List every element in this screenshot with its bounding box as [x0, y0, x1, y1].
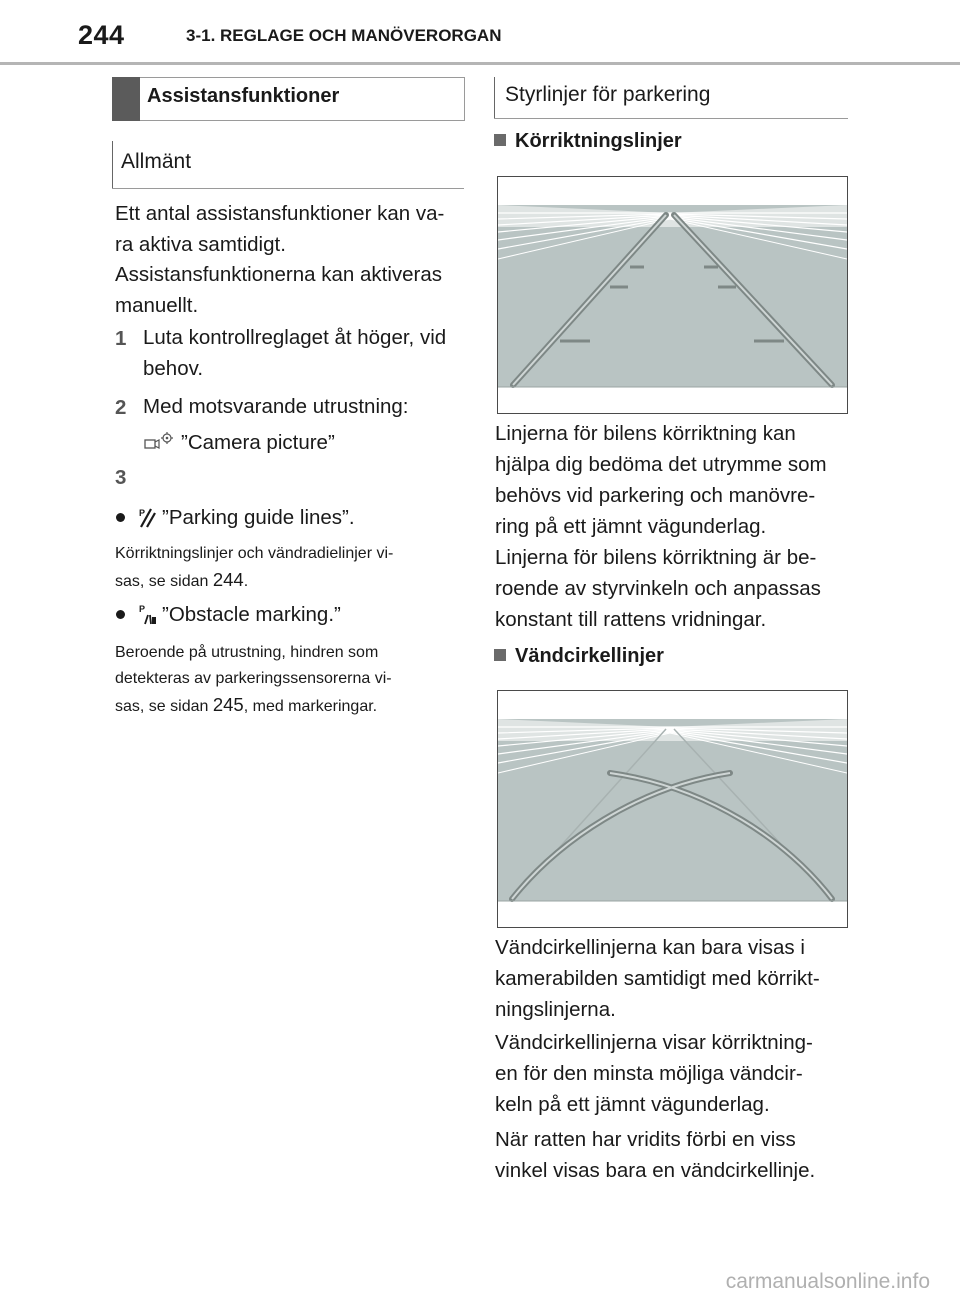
bullet [116, 513, 125, 522]
section-title-text: Styrlinjer för parkering [505, 83, 711, 106]
paragraph: Linjerna för bilens körriktning kan hjälpa dig bedöma det utrymme som behövs vid parkering och manövre- ring på ett jämnt vägunderlag. [495, 422, 827, 538]
paragraph: Vändcirkellinjerna visar körriktning- en för den minsta möjliga vändcir- keln på ett jämnt vägunderlag. [495, 1031, 813, 1116]
section-title-allmant [112, 141, 464, 189]
paragraph: Ett antal assistansfunktioner kan va- ra aktiva samtidigt. [115, 202, 445, 256]
step-number: 1 [115, 327, 127, 350]
square-bullet-icon [494, 134, 506, 146]
section-title-text: Allmänt [121, 150, 192, 173]
step-text: Med motsvarande utrustning: [143, 395, 409, 418]
subheading-korriktningslinjer: Körriktningslinjer [494, 130, 682, 153]
camera-picture-label: ”Camera picture” [181, 431, 335, 454]
paragraph: Vändcirkellinjerna kan bara visas i kamerabilden samtidigt med körrikt- ningslinjerna. [495, 936, 820, 1021]
box-title-text: Assistansfunktioner [147, 85, 340, 107]
bullet-text: ”Obstacle marking.” [162, 603, 341, 626]
note: Beroende på utrustning, hindren som detekteras av parkeringssensorerna vi- sas, se sidan 245, med markeringar. [115, 644, 392, 715]
paragraph: När ratten har vridits förbi en viss vinkel visas bara en vändcirkellinje. [495, 1128, 816, 1182]
bullet [116, 610, 125, 619]
driving-lines-illustration [498, 177, 847, 413]
title-bar [112, 77, 140, 121]
paragraph: Assistansfunktionerna kan aktiveras manuellt. [115, 263, 443, 317]
chapter-title: 3-1. REGLAGE OCH MANÖVERORGAN [186, 26, 502, 45]
square-bullet-icon [494, 649, 506, 661]
header-rule [0, 62, 960, 65]
page-header [0, 0, 960, 66]
box-title [112, 77, 465, 121]
camera-settings-icon [143, 430, 175, 452]
step-text: Luta kontrollreglaget åt höger, vid behov. [143, 326, 447, 380]
paragraph: Linjerna för bilens körriktning är be- roende av styrvinkeln och anpassas konstant till rattens vridningar. [495, 546, 821, 631]
watermark: carmanualsonline.info [725, 1270, 930, 1293]
svg-text:P: P [139, 508, 146, 518]
bullet-text: ”Parking guide lines”. [162, 506, 355, 529]
parking-lines-icon [138, 505, 158, 529]
note: Körriktningslinjer och vändradielinjer vi- sas, se sidan 244. [115, 545, 394, 590]
figure-driving-lines [497, 176, 848, 414]
turning-circle-illustration [498, 691, 847, 927]
obstacle-marking-icon [138, 602, 158, 626]
page-reference: 244 [212, 569, 244, 590]
subheading-vandcirkellinjer: Vändcirkellinjer [494, 645, 664, 668]
page-number: 244 [78, 20, 125, 50]
figure-turning-circle-lines [497, 690, 848, 928]
svg-text:P: P [139, 604, 146, 614]
section-title-styrlinjer [494, 77, 848, 119]
step-number: 3 [115, 466, 127, 489]
page-reference: 245 [212, 694, 244, 715]
step-number: 2 [115, 396, 127, 419]
